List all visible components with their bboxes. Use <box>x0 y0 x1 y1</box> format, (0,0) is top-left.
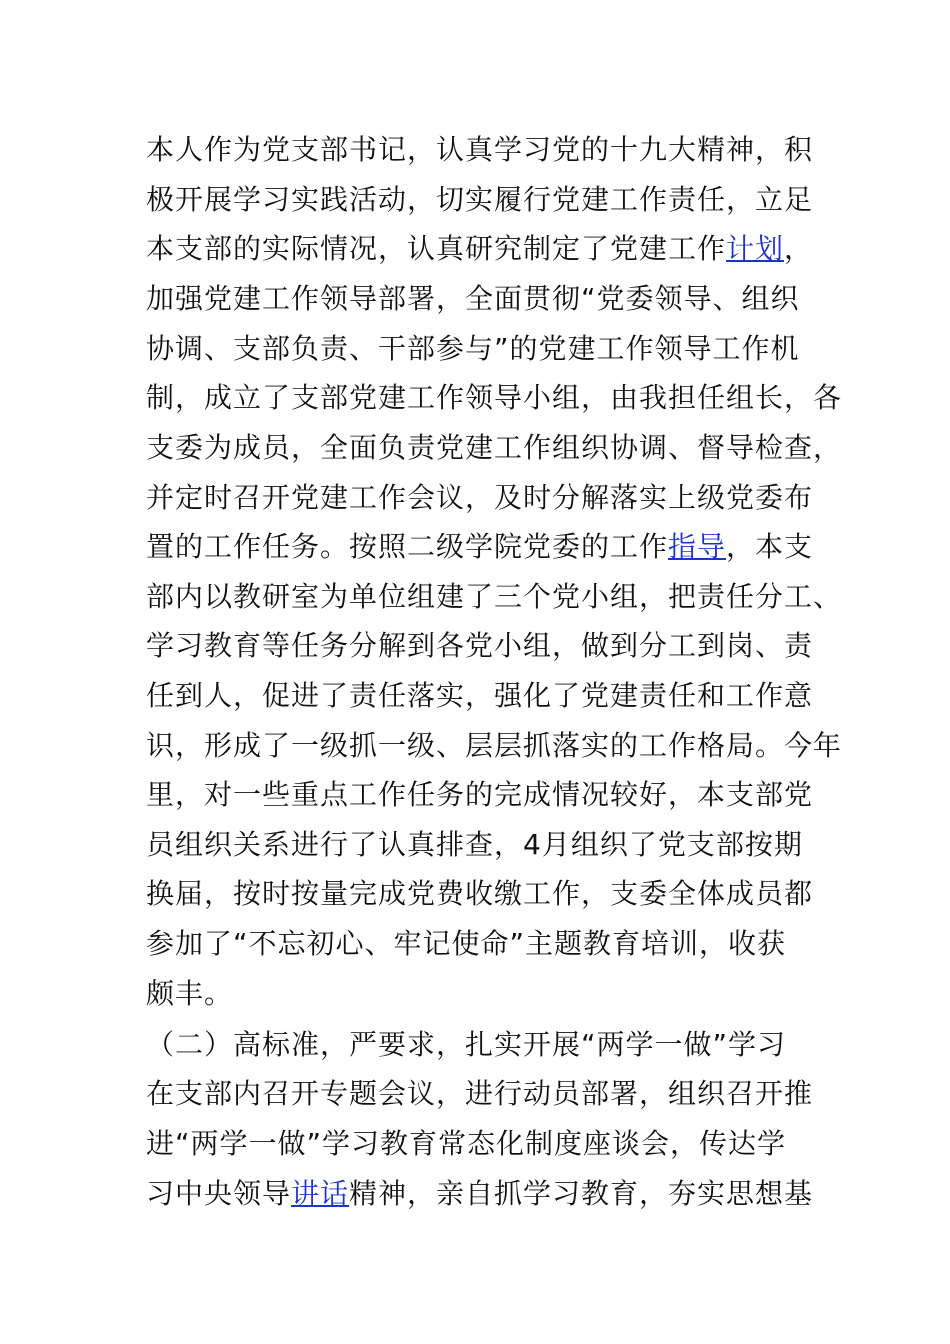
speech-link[interactable]: 讲话 <box>291 1177 350 1210</box>
text-line <box>146 1174 813 1214</box>
plan-link[interactable]: 计划 <box>726 232 785 265</box>
text-line: 部内以教研室为单位组建了三个党小组，把责任分工、 <box>146 580 843 613</box>
text-line: 在支部内召开专题会议，进行动员部署，组织召开推 <box>146 1077 814 1110</box>
text-line: 识，形成了一级抓一级、层层抓落实的工作格局。今年 <box>146 729 843 762</box>
text-line: 里，对一些重点工作任务的完成情况较好，本支部党 <box>146 778 814 811</box>
text-line: 学习教育等任务分解到各党小组，做到分工到岗、责 <box>146 629 814 662</box>
text-line: 并定时召开党建工作会议，及时分解落实上级党委布 <box>146 481 814 514</box>
text-line: 任到人，促进了责任落实，强化了党建责任和工作意 <box>146 679 814 712</box>
text-line: 制，成立了支部党建工作领导小组，由我担任组长，各 <box>146 381 843 414</box>
text-segment: 本支部的实际情况，认真研究制定了党建工作 <box>146 232 727 265</box>
text-line <box>146 527 813 567</box>
text-line: 支委为成员，全面负责党建工作组织协调、督导检查， <box>146 431 843 464</box>
text-line: 员组织关系进行了认真排查，4月组织了党支部按期 <box>146 828 803 861</box>
text-line: 加强党建工作领导部署，全面贯彻“党委领导、组织 <box>146 282 800 315</box>
text-segment: ，本支 <box>726 530 814 563</box>
text-line: 极开展学习实践活动，切实履行党建工作责任，立足 <box>146 183 814 216</box>
section-heading: （二）高标准，严要求，扎实开展“两学一做”学习 <box>146 1028 787 1061</box>
text-segment: 精神，亲自抓学习教育，夯实思想基 <box>349 1177 814 1210</box>
text-segment: ， <box>784 232 814 265</box>
text-line: 进“两学一做”学习教育常态化制度座谈会，传达学 <box>146 1127 787 1160</box>
text-segment: 习中央领导 <box>146 1177 292 1210</box>
text-line: 换届，按时按量完成党费收缴工作，支委全体成员都 <box>146 877 814 910</box>
text-line <box>146 229 813 269</box>
text-line: 参加了“不忘初心、牢记使命”主题教育培训，收获 <box>146 927 787 960</box>
text-line: 本人作为党支部书记，认真学习党的十九大精神，积 <box>146 133 814 166</box>
text-line: 颇丰。 <box>146 977 234 1010</box>
text-line: 协调、支部负责、干部参与”的党建工作领导工作机 <box>146 332 800 365</box>
text-segment: 置的工作任务。按照二级学院党委的工作 <box>146 530 669 563</box>
guidance-link[interactable]: 指导 <box>668 530 727 563</box>
